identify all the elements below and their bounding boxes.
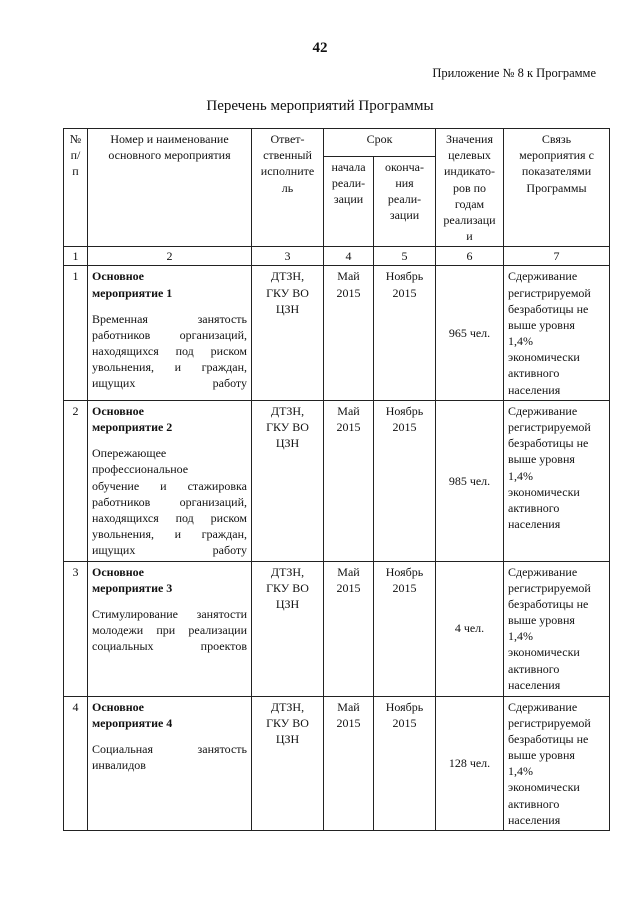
text-line: ЦЗН — [275, 731, 300, 746]
text-line: экономически — [508, 780, 580, 795]
text-line: Сдерживание — [508, 269, 578, 284]
indicator-value: 128 чел. — [436, 696, 504, 831]
appendix-label: Приложение № 8 к Программе — [432, 66, 596, 80]
text-line: регистрируемой — [508, 715, 591, 730]
text-line: ЦЗН — [275, 596, 300, 611]
text-line: выше уровня — [508, 613, 575, 628]
text-line: зации — [389, 208, 420, 223]
indicator-value: 985 чел. — [436, 400, 504, 561]
text-line: мероприятие 2 — [92, 420, 173, 434]
text-line: Основное — [92, 699, 144, 714]
text-line: ДТЗН, — [270, 403, 305, 418]
text-line: Сдерживание — [508, 699, 578, 714]
measure-description — [92, 606, 247, 655]
text-line: Основное — [92, 403, 144, 418]
header-num — [64, 129, 88, 247]
text-line: Ноябрь — [385, 564, 424, 579]
text-line: Май — [337, 564, 360, 579]
text-line: ищущих работу — [92, 543, 247, 558]
start-cell — [324, 266, 374, 401]
text-line: увольнения, и граждан, — [92, 527, 247, 542]
text-line: работников организаций, — [92, 327, 247, 342]
text-line: инвалидов — [92, 758, 146, 773]
text-line: Временная занятость — [92, 311, 247, 326]
text-line: выше уровня — [508, 748, 575, 763]
column-number: 3 — [252, 247, 324, 266]
text-line: увольнения, и граждан, — [92, 360, 247, 375]
text-line: целевых — [448, 148, 491, 163]
text-line: ЦЗН — [275, 301, 300, 316]
text-line: населения — [508, 382, 561, 397]
text-line: регистрируемой — [508, 285, 591, 300]
text-line: Значения — [445, 132, 493, 146]
text-line: экономически — [508, 484, 580, 499]
text-line: 1,4% — [508, 629, 533, 644]
row-number: 2 — [64, 400, 88, 561]
text-line: Номер и наименование — [110, 132, 229, 146]
text-line: Основное — [92, 564, 144, 579]
row-number: 4 — [64, 696, 88, 831]
measure-description — [92, 311, 247, 392]
measure-title — [92, 699, 247, 731]
header-row — [64, 129, 610, 157]
text-line: ГКУ ВО — [266, 580, 309, 595]
measure-title — [92, 403, 247, 435]
text-line: обучение и стажировка — [92, 478, 247, 493]
header-name — [88, 129, 252, 247]
text-line: 2015 — [336, 715, 361, 730]
text-line: ния — [395, 175, 414, 190]
link-cell — [504, 696, 610, 831]
link-cell — [504, 266, 610, 401]
text-line: 2015 — [392, 285, 417, 300]
text-line: мероприятие 1 — [92, 285, 173, 300]
end-cell — [374, 561, 436, 696]
start-cell — [324, 561, 374, 696]
text-line: исполните — [260, 164, 315, 179]
text-line: индикато- — [443, 164, 496, 179]
text-line: активного — [508, 661, 560, 676]
text-line: реали- — [387, 191, 422, 206]
measure-cell — [88, 266, 252, 401]
text-line: 2015 — [336, 420, 361, 434]
text-line: Май — [337, 699, 360, 714]
text-line: активного — [508, 500, 560, 515]
end-cell — [374, 696, 436, 831]
responsible-cell — [252, 561, 324, 696]
text-line: населения — [508, 812, 561, 827]
column-number: 7 — [504, 247, 610, 266]
measure-cell — [88, 561, 252, 696]
text-line: 1,4% — [508, 334, 533, 349]
column-number: 4 — [324, 247, 374, 266]
text-line: активного — [508, 366, 560, 381]
text-line: Социальная занятость — [92, 741, 247, 756]
document-title: Перечень мероприятий Программы — [206, 98, 434, 114]
text-line: ственный — [263, 148, 312, 163]
text-line: реализаци — [443, 212, 496, 227]
measure-cell — [88, 696, 252, 831]
text-line: находящихся под риском — [92, 344, 247, 359]
text-line: населения — [508, 517, 561, 532]
measure-description — [92, 445, 247, 558]
text-line: 1,4% — [508, 468, 533, 483]
text-line: 2015 — [392, 420, 417, 434]
header-link — [504, 129, 610, 247]
measure-description — [92, 741, 247, 773]
measure-title — [92, 268, 247, 300]
indicator-value: 965 чел. — [436, 266, 504, 401]
text-line: реали- — [331, 175, 366, 190]
text-line: Май — [337, 403, 360, 418]
text-line: 2015 — [336, 580, 361, 595]
text-line: показателями — [521, 164, 592, 179]
text-line: Май — [337, 269, 360, 284]
text-line: Ответ- — [270, 132, 305, 146]
text-line: населения — [508, 677, 561, 692]
text-line: Ноябрь — [385, 699, 424, 714]
text-line: Ноябрь — [385, 269, 424, 284]
start-cell — [324, 400, 374, 561]
text-line: 1,4% — [508, 764, 533, 779]
measure-cell — [88, 400, 252, 561]
column-number: 1 — [64, 247, 88, 266]
text-line: молодежи при реализации — [92, 623, 247, 638]
table-row — [64, 400, 610, 561]
text-line: Опережающее — [92, 446, 167, 461]
text-line: 2015 — [392, 580, 417, 595]
column-number: 5 — [374, 247, 436, 266]
column-number: 6 — [436, 247, 504, 266]
measures-table — [63, 128, 610, 831]
header-indicators — [436, 129, 504, 247]
table-row — [64, 696, 610, 831]
link-cell — [504, 561, 610, 696]
text-line: ГКУ ВО — [266, 285, 309, 300]
text-line: годам — [454, 196, 485, 211]
text-line: и — [466, 229, 473, 244]
text-line: 2015 — [336, 285, 361, 300]
text-line: ГКУ ВО — [266, 715, 309, 730]
text-line: ДТЗН, — [270, 699, 305, 714]
column-numbers-row — [64, 247, 610, 266]
end-cell — [374, 400, 436, 561]
text-line: ГКУ ВО — [266, 420, 309, 434]
row-number: 1 — [64, 266, 88, 401]
text-line: регистрируемой — [508, 580, 591, 595]
text-line: Ноябрь — [385, 403, 424, 418]
text-line: Сдерживание — [508, 403, 578, 418]
text-line: зации — [333, 191, 364, 206]
table-row — [64, 561, 610, 696]
text-line: безработицы не — [508, 596, 589, 611]
text-line: начала — [331, 159, 366, 174]
table-row — [64, 266, 610, 401]
text-line: ров по — [452, 180, 487, 195]
text-line: безработицы не — [508, 301, 589, 316]
text-line: активного — [508, 796, 560, 811]
measure-title — [92, 564, 247, 596]
text-line: безработицы не — [508, 731, 589, 746]
text-line: 2015 — [392, 715, 417, 730]
text-line: основного мероприятия — [108, 148, 231, 163]
header-term: Срок — [324, 129, 436, 157]
text-line: выше уровня — [508, 452, 575, 467]
row-number: 3 — [64, 561, 88, 696]
text-line: Связь — [541, 132, 572, 146]
text-line: находящихся под риском — [92, 510, 247, 525]
text-line: ищущих работу — [92, 376, 247, 391]
text-line: ДТЗН, — [270, 564, 305, 579]
header-responsible — [252, 129, 324, 247]
header-end — [374, 156, 436, 247]
text-line: мероприятия с — [519, 148, 594, 163]
text-line: ЦЗН — [275, 436, 300, 451]
text-line: Стимулирование занятости — [92, 606, 247, 621]
text-line: профессиональное — [92, 462, 189, 477]
text-line: ль — [281, 180, 294, 195]
text-line: Сдерживание — [508, 564, 578, 579]
responsible-cell — [252, 266, 324, 401]
text-line: регистрируемой — [508, 420, 591, 434]
link-cell — [504, 400, 610, 561]
text-line: выше уровня — [508, 317, 575, 332]
text-line: экономически — [508, 645, 580, 660]
text-line: мероприятие 3 — [92, 580, 173, 595]
text-line: № — [69, 132, 82, 146]
responsible-cell — [252, 696, 324, 831]
text-line: Основное — [92, 269, 144, 284]
text-line: ДТЗН, — [270, 269, 305, 284]
indicator-value: 4 чел. — [436, 561, 504, 696]
text-line: мероприятие 4 — [92, 715, 173, 730]
text-line: п/п — [70, 148, 81, 179]
text-line: оконча- — [385, 159, 424, 174]
responsible-cell — [252, 400, 324, 561]
header-start — [324, 156, 374, 247]
page-number: 42 — [312, 40, 328, 56]
text-line: экономически — [508, 350, 580, 365]
end-cell — [374, 266, 436, 401]
start-cell — [324, 696, 374, 831]
column-number: 2 — [88, 247, 252, 266]
text-line: работников организаций, — [92, 494, 247, 509]
text-line: Программы — [526, 180, 587, 195]
text-line: социальных проектов — [92, 639, 247, 654]
text-line: безработицы не — [508, 436, 589, 451]
